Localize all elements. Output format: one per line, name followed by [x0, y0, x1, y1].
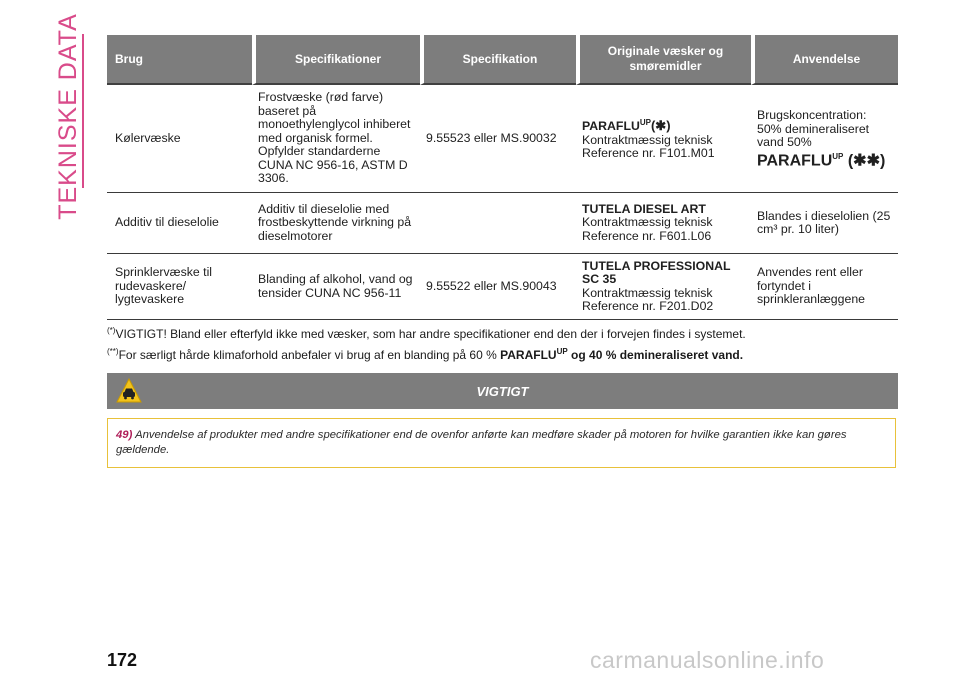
cell-anvendelse: Anvendes rent eller fortyndet i sprinkleranlæggene — [751, 254, 898, 320]
column-header-brug: Brug — [107, 35, 252, 85]
warning-header — [107, 373, 898, 409]
table-row — [107, 85, 898, 193]
anvendelse-text: Brugskoncentration: 50% demineraliseret vand 50% — [757, 108, 870, 150]
column-header-specifikation: Specifikation — [420, 35, 576, 85]
table-row — [107, 254, 898, 320]
product-line-2: Reference nr. F101.M01 — [582, 146, 715, 161]
cell-brug: Sprinklervæske til rudevaskere/ lygtevaskere — [107, 254, 252, 320]
warning-text: Anvendelse af produkter med andre specifikationer end de ovenfor anførte kan medføre skader på motoren for hvilke garantien ikke kan gøres gældende. — [116, 429, 847, 456]
cell-brug: Kølervæske — [107, 85, 252, 193]
product-name: TUTELA DIESEL ART — [582, 201, 706, 216]
product-line-2: Reference nr. F601.L06 — [582, 228, 712, 243]
watermark: carmanualsonline.info — [590, 647, 825, 673]
warning-number: 49) — [116, 429, 133, 441]
cell-product — [576, 193, 751, 254]
product-name: $PARAFLU^{UP}(✱)$ — [582, 118, 671, 134]
product-name: TUTELA PROFESSIONAL SC 35 — [582, 258, 731, 286]
cell-specifikation: 9.55522 eller MS.90043 — [420, 254, 576, 320]
cell-specifikationer: Additiv til dieselolie med frostbeskyttende virkning på dieselmotorer — [252, 193, 420, 254]
cell-specifikationer: Frostvæske (rød farve) baseret på monoethylenglycol inhiberet med organisk formel. Opfylder standarderne CUNA NC 956-16, ASTM D 3306. — [252, 85, 420, 193]
product-line-2: Reference nr. F201.D02 — [582, 299, 714, 313]
anvendelse-product: $PARAFLU^{UP}$ (✱✱) — [757, 151, 886, 170]
cell-specifikation — [420, 193, 576, 254]
table-row — [107, 193, 898, 254]
cell-product — [576, 85, 751, 193]
section-divider — [82, 34, 84, 188]
cell-specifikationer: Blanding af alkohol, vand og tensider CUNA NC 956-11 — [252, 254, 420, 320]
fluids-spec-table — [107, 35, 898, 320]
warning-title: VIGTIGT — [476, 383, 529, 399]
product-line-1: Kontraktmæssig teknisk — [582, 285, 713, 300]
table-header-row — [107, 35, 898, 85]
cell-specifikation: 9.55523 eller MS.90032 — [420, 85, 576, 193]
cell-brug: Additiv til dieselolie — [107, 193, 252, 254]
footnotes — [107, 322, 907, 364]
section-title: TEKNISKE DATA — [53, 12, 82, 220]
cell-anvendelse: Blandes i dieselolien (25 cm³ pr. 10 liter) — [751, 193, 898, 254]
warning-box — [107, 418, 896, 468]
column-header-originale: Originale væsker og smøremidler — [576, 35, 751, 85]
footnote-2: (**)For særligt hårde klimaforhold anbefaler vi brug af en blanding på 60 % $PARAFLU^{UP}$ og 40 % demineraliseret vand. — [107, 347, 744, 362]
page-number: 172 — [107, 650, 138, 670]
column-header-anvendelse: Anvendelse — [751, 35, 898, 85]
product-line-1: Kontraktmæssig teknisk — [582, 132, 713, 147]
product-line-1: Kontraktmæssig teknisk — [582, 215, 713, 230]
footnote-1: (*)VIGTIGT! Bland eller efterfyld ikke med væsker, som har andre specifikationer end den der i forvejen findes i systemet. — [107, 326, 746, 341]
column-header-specifikationer: Specifikationer — [252, 35, 420, 85]
cell-product — [576, 254, 751, 320]
cell-anvendelse — [751, 85, 898, 193]
car-warning-icon — [115, 377, 143, 405]
